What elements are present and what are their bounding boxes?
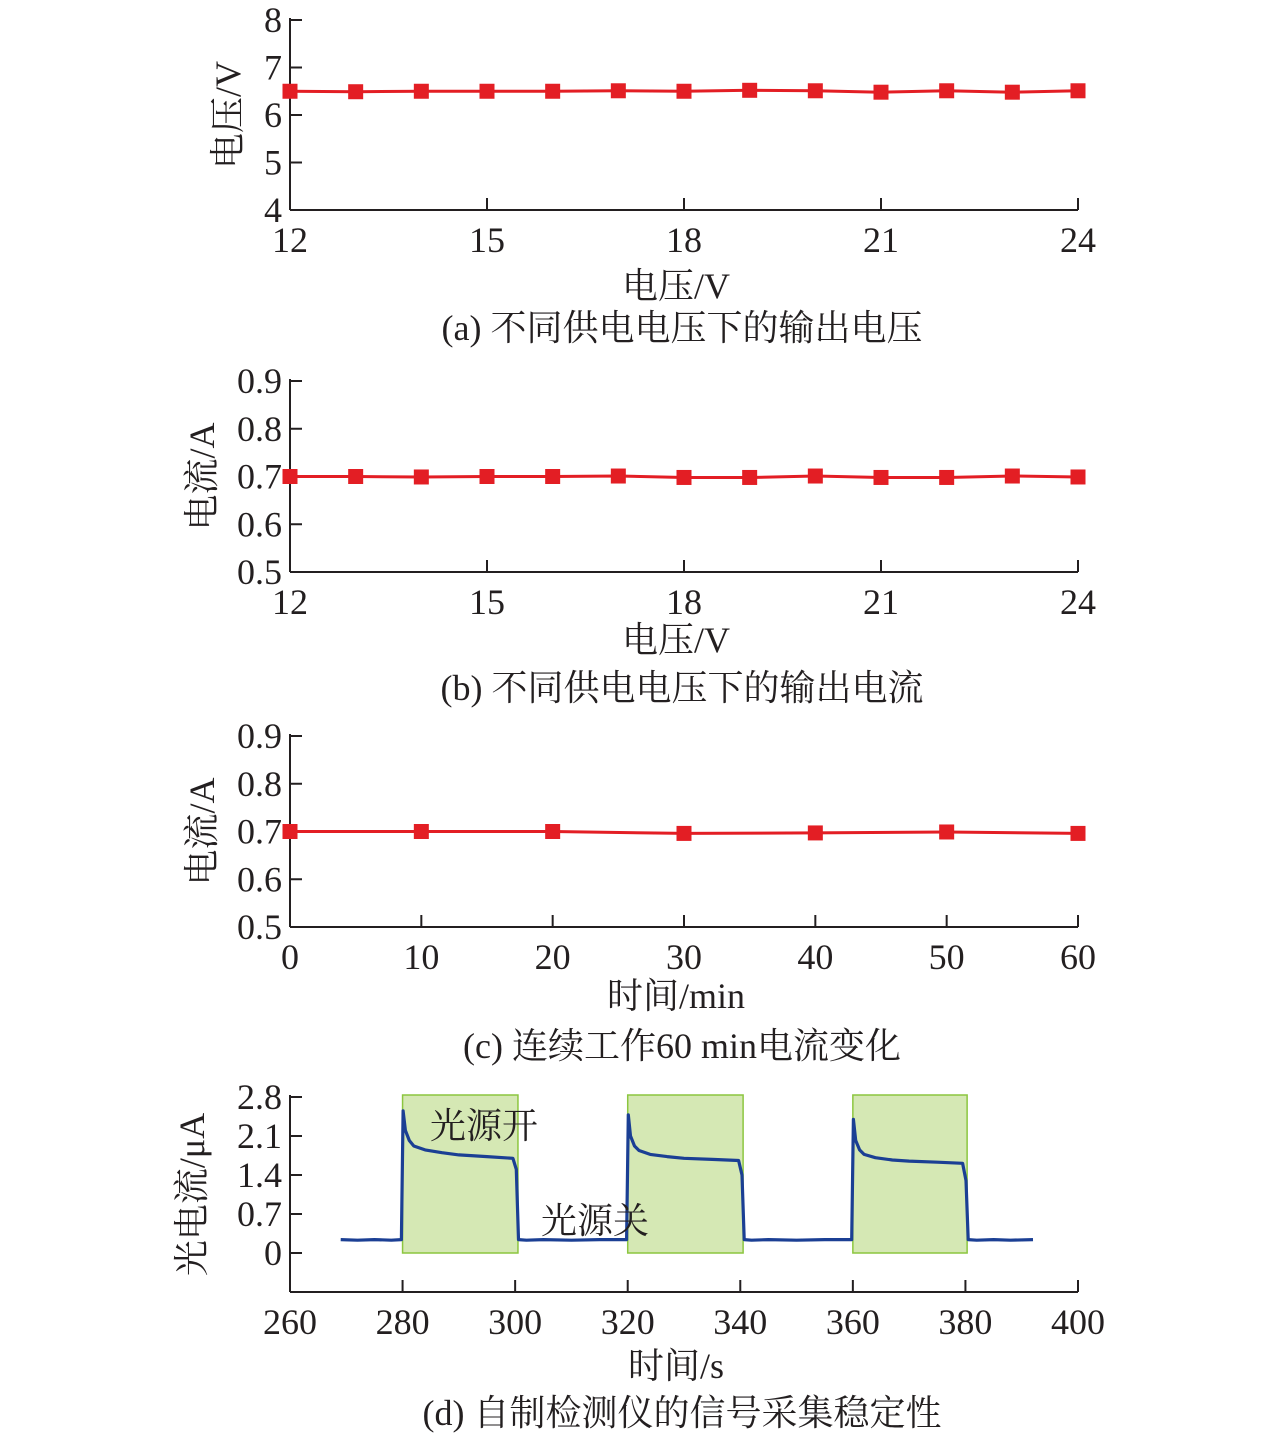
y-axis-label: 光电流/μA (172, 1112, 212, 1277)
y-tick-label: 0.7 (237, 811, 282, 852)
data-point (1071, 469, 1086, 484)
x-tick-label: 260 (263, 1302, 317, 1342)
data-point (1071, 826, 1086, 841)
y-tick-label: 0.6 (237, 504, 282, 545)
y-tick-label: 0.6 (237, 859, 282, 900)
data-point (414, 469, 429, 484)
x-axis-label: 电压/V (621, 620, 731, 660)
y-tick-label: 8 (264, 0, 282, 40)
x-tick-label: 15 (469, 220, 505, 260)
y-tick-label: 0.9 (237, 361, 282, 401)
data-point (283, 469, 298, 484)
y-tick-label: 0 (264, 1233, 282, 1273)
light-off-label: 光源关 (541, 1201, 650, 1241)
data-point (545, 84, 560, 99)
chart-caption: (a) 不同供电电压下的输出电压 (441, 308, 923, 348)
x-tick-label: 0 (281, 937, 299, 977)
x-tick-label: 50 (928, 937, 965, 977)
data-point (480, 84, 495, 99)
data-point (677, 84, 692, 99)
x-tick-label: 12 (272, 220, 308, 260)
y-tick-label: 2.8 (237, 1077, 282, 1117)
data-point (874, 85, 889, 100)
x-tick-label: 18 (666, 582, 702, 622)
x-tick-label: 300 (488, 1302, 543, 1342)
data-point (611, 469, 626, 484)
x-axis-label: 电压/V (621, 266, 731, 306)
x-tick-label: 15 (469, 582, 505, 622)
chart-caption: (b) 不同供电电压下的输出电流 (440, 668, 924, 708)
x-tick-label: 12 (272, 582, 308, 622)
y-tick-label: 4 (264, 190, 282, 230)
light-on-band-3 (853, 1095, 967, 1253)
y-tick-label: 0.5 (237, 907, 282, 947)
y-axis-label: 电压/V (208, 60, 248, 170)
data-point (1005, 469, 1020, 484)
data-point (283, 84, 298, 99)
data-point (348, 84, 363, 99)
x-tick-label: 30 (666, 937, 702, 977)
x-tick-label: 380 (938, 1302, 993, 1342)
y-tick-label: 1.4 (237, 1155, 282, 1195)
y-axis-label: 电流/A (182, 422, 222, 531)
data-point (348, 469, 363, 484)
data-point (939, 824, 954, 839)
x-tick-label: 10 (403, 937, 440, 977)
y-tick-label: 0.5 (237, 552, 282, 592)
data-point (808, 469, 823, 484)
y-tick-label: 6 (264, 95, 282, 135)
x-axis-label: 时间/s (627, 1346, 725, 1386)
x-tick-label: 21 (863, 582, 899, 622)
y-axis-label: 电流/A (182, 777, 222, 886)
data-point (480, 469, 495, 484)
x-tick-label: 280 (375, 1302, 430, 1342)
x-tick-label: 400 (1051, 1302, 1105, 1342)
data-point (611, 83, 626, 98)
light-on-label: 光源开 (430, 1106, 539, 1146)
x-tick-label: 340 (713, 1302, 768, 1342)
data-point (742, 470, 757, 485)
x-tick-label: 60 (1060, 937, 1096, 977)
x-tick-label: 24 (1060, 220, 1096, 260)
data-point (939, 83, 954, 98)
x-tick-label: 320 (600, 1302, 655, 1342)
chart-caption: (c) 连续工作60 min电流变化 (463, 1026, 901, 1066)
x-tick-label: 24 (1060, 582, 1096, 622)
data-point (677, 826, 692, 841)
y-tick-label: 0.7 (237, 456, 282, 497)
y-tick-label: 2.1 (237, 1116, 282, 1156)
chart-caption: (d) 自制检测仪的信号采集稳定性 (422, 1393, 942, 1433)
y-tick-label: 0.8 (237, 763, 282, 804)
data-point (1071, 83, 1086, 98)
data-point (939, 470, 954, 485)
x-tick-label: 21 (863, 220, 899, 260)
y-tick-label: 0.9 (237, 716, 282, 756)
x-tick-label: 20 (534, 937, 571, 977)
data-point (1005, 85, 1020, 100)
data-point (414, 824, 429, 839)
x-axis-label: 时间/min (606, 976, 746, 1016)
data-point (808, 825, 823, 840)
data-point (283, 824, 298, 839)
data-point (808, 83, 823, 98)
x-tick-label: 360 (825, 1302, 880, 1342)
data-point (677, 470, 692, 485)
y-tick-label: 0.7 (237, 1194, 282, 1234)
data-point (742, 83, 757, 98)
y-tick-label: 7 (264, 47, 282, 88)
x-tick-label: 40 (797, 937, 834, 977)
y-tick-label: 0.8 (237, 408, 282, 449)
data-point (545, 824, 560, 839)
x-tick-label: 18 (666, 220, 702, 260)
data-point (545, 469, 560, 484)
y-tick-label: 5 (264, 142, 282, 183)
data-point (414, 84, 429, 99)
data-point (874, 470, 889, 485)
